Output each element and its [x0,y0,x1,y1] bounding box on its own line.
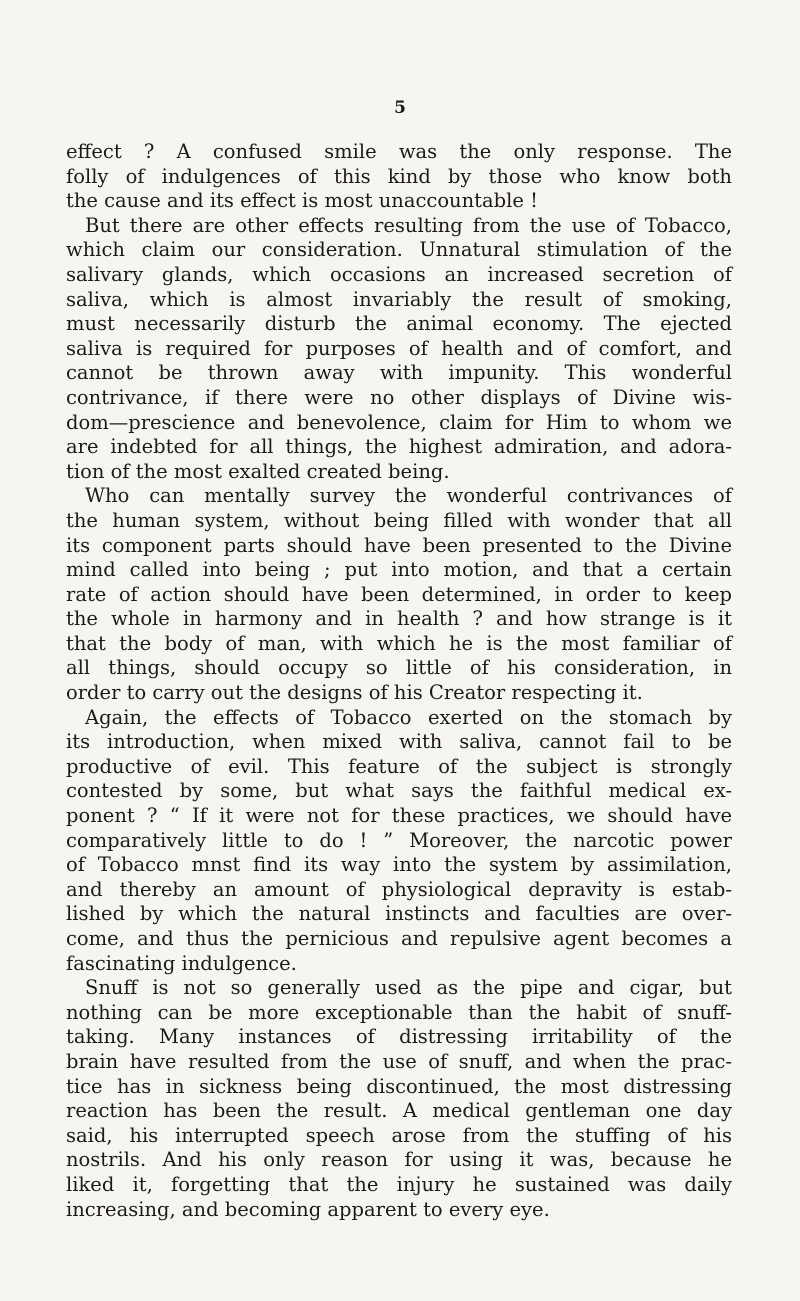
text-line: mind called into being ; put into motion, and that a certain [66,558,732,582]
text-line: Who can mentally survey the wonderful contrivances of [85,484,732,508]
body-text [66,140,732,1222]
text-line: effect ? A confused smile was the only response. The [66,140,732,163]
text-line: are indebted for all things, the highest admiration, and adora- [66,435,732,459]
text-line: productive of evil. This feature of the subject is strongly [66,754,732,778]
text-line: brain have resulted from the use of snuff, and when the prac- [66,1049,732,1073]
text-line: rate of action should have been determined, in order to keep [66,582,732,606]
text-line: lished by which the natural instincts and faculties are over- [66,902,732,926]
text-line: liked it, forgetting that the injury he sustained was daily [66,1172,732,1196]
text-line: must necessarily disturb the animal economy. The ejected [66,312,732,336]
text-line: cannot be thrown away with impunity. This wonderful [66,361,732,385]
text-line: reaction has been the result. A medical gentleman one day [66,1099,732,1123]
text-line: ponent ? “ If it were not for these practices, we should have [66,804,732,828]
text-line: increasing, and becoming apparent to every eye. [66,1197,550,1221]
text-line: contrivance, if there were no other displays of Divine wis- [66,385,732,409]
text-line: said, his interrupted speech arose from the stuffing of his [66,1123,732,1147]
text-line: salivary glands, which occasions an increased secretion of [66,262,732,286]
text-line: But there are other effects resulting from the use of Tobacco, [85,213,732,237]
text-line: nostrils. And his only reason for using it was, because he [66,1148,732,1172]
text-line: tice has in sickness being discontinued, the most distressing [66,1074,732,1098]
text-line: dom—prescience and benevolence, claim for Him to whom we [66,410,732,434]
text-line: the cause and its effect is most unaccountable ! [66,189,538,213]
text-line: of Tobacco mnst find its way into the system by assimilation, [66,853,732,877]
text-line: Again, the effects of Tobacco exerted on the stomach by [85,705,732,729]
text-line: folly of indulgences of this kind by those who know both [66,164,732,188]
text-line: fascinating indulgence. [66,951,297,975]
page-number: 5 [394,98,406,118]
text-line: tion of the most exalted created being. [66,459,450,483]
text-line: the whole in harmony and in health ? and how strange is it [66,607,732,631]
text-line: which claim our consideration. Unnatural stimulation of the [66,238,732,262]
text-line: its introduction, when mixed with saliva, cannot fail to be [66,730,732,754]
text-line: all things, should occupy so little of his consideration, in [66,656,732,680]
text-line: and thereby an amount of physiological depravity is estab- [66,877,732,901]
text-line: saliva, which is almost invariably the result of smoking, [66,287,732,311]
text-line: contested by some, but what says the faithful medical ex- [66,779,732,803]
text-line: nothing can be more exceptionable than the habit of snuff- [66,1000,732,1024]
text-line: the human system, without being filled with wonder that all [66,508,732,532]
text-line: Snuff is not so generally used as the pipe and cigar, but [85,976,732,1000]
text-line: come, and thus the pernicious and repulsive agent becomes a [66,927,732,950]
text-line: that the body of man, with which he is the most familiar of [66,631,732,655]
text-line: order to carry out the designs of his Creator respecting it. [66,681,643,705]
text-line: its component parts should have been presented to the Divine [66,533,732,557]
text-line: saliva is required for purposes of health and of comfort, and [66,336,732,360]
text-line: taking. Many instances of distressing irritability of the [66,1025,732,1049]
text-line: comparatively little to do ! ” Moreover, the narcotic power [66,828,732,852]
